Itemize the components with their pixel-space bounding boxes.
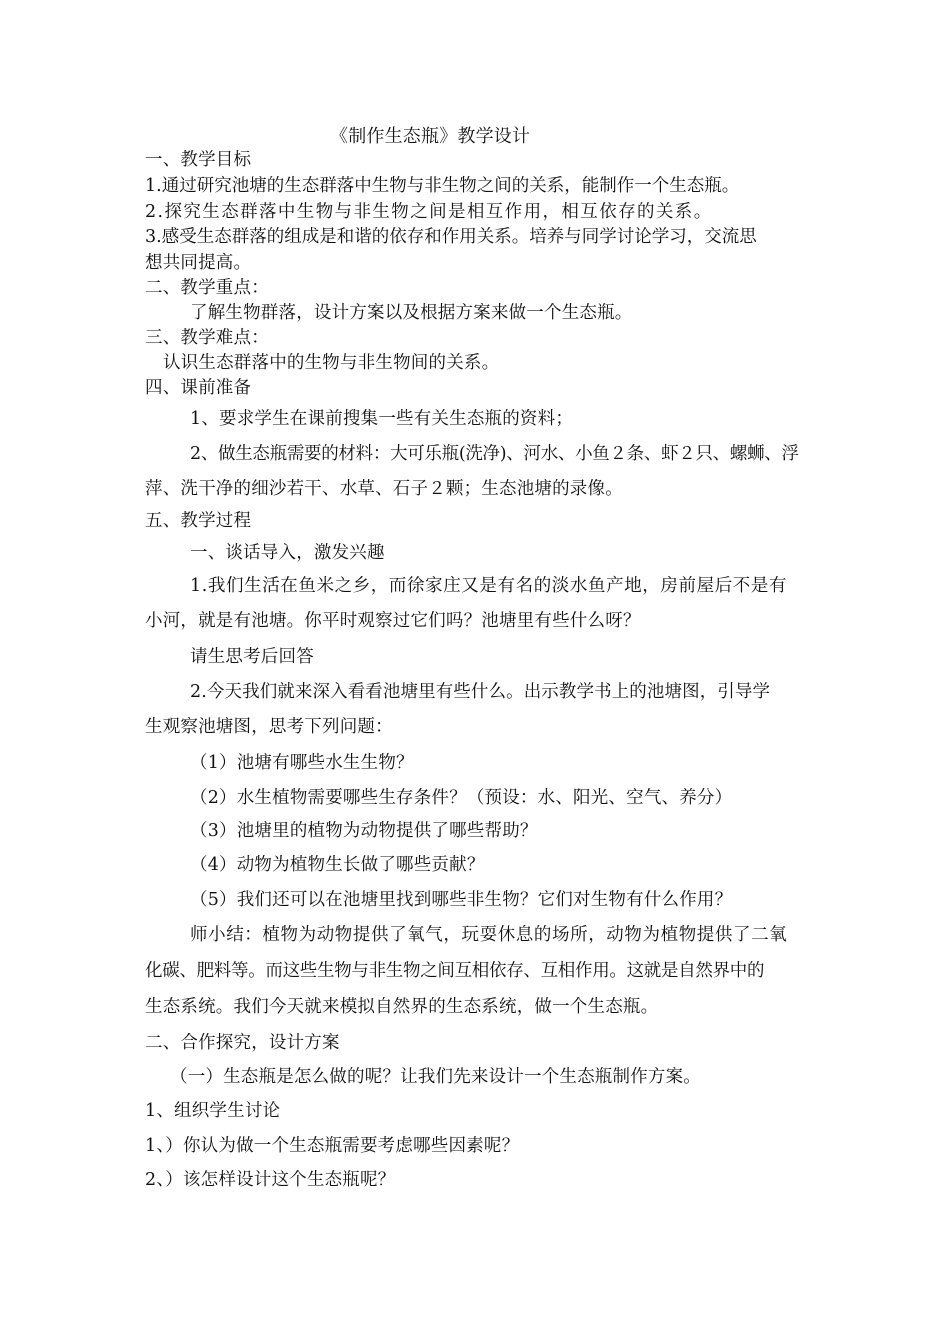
section-heading-preparation: 四、课前准备	[145, 378, 252, 398]
question-4: （4）动物为植物生长做了哪些贡献？	[190, 855, 485, 875]
question-2: （2）水生植物需要哪些生存条件？（预设：水、阳光、空气、养分）	[190, 788, 733, 808]
process-paragraph-1-cont: 小河，就是有池塘。你平时观察过它们吗？池塘里有些什么呀？	[145, 611, 641, 631]
question-1: （1）池塘有哪些水生生物？	[190, 753, 414, 773]
section-heading-difficulties: 三、教学难点：	[145, 328, 269, 348]
objective-line-2: 2.探究生态群落中生物与非生物之间是相互作用，相互依存的关系。	[145, 202, 713, 222]
teacher-summary-cont-1: 化碳、肥料等。而这些生物与非生物之间互相依存、互相作用。这就是自然界中的	[145, 961, 765, 981]
preparation-item-2: 2、做生态瓶需要的材料：大可乐瓶(洗净)、河水、小鱼２条、虾２只、螺蛳、浮	[190, 444, 799, 464]
question-5: （5）我们还可以在池塘里找到哪些非生物？它们对生物有什么作用？	[190, 890, 733, 910]
process-paragraph-2-cont: 生观察池塘图，思考下列问题：	[145, 717, 393, 737]
objective-line-3-cont: 想共同提高。	[145, 253, 252, 273]
process-paragraph-2: 2.今天我们就来深入看看池塘里有些什么。出示教学书上的池塘图，引导学	[190, 682, 771, 702]
difficulties-text: 认识生态群落中的生物与非生物间的关系。	[163, 353, 500, 373]
section-heading-objectives: 一、教学目标	[145, 150, 252, 170]
cooperation-intro: （一）生态瓶是怎么做的呢？让我们先来设计一个生态瓶制作方案。	[170, 1067, 701, 1087]
section-heading-cooperation: 二、合作探究，设计方案	[145, 1033, 340, 1053]
teacher-summary: 师小结：植物为动物提供了氧气，玩耍休息的场所，动物为植物提供了二氧	[190, 925, 788, 945]
section-heading-key-points: 二、教学重点：	[145, 278, 269, 298]
preparation-item-2-cont: 萍、洗干净的细沙若干、水草、石子２颗；生态池塘的录像。	[145, 479, 623, 499]
key-points-text: 了解生物群落，设计方案以及根据方案来做一个生态瓶。	[190, 303, 633, 323]
process-step-1-heading: 一、谈话导入，激发兴趣	[190, 543, 385, 563]
question-3: （3）池塘里的植物为动物提供了哪些帮助？	[190, 821, 538, 841]
objective-line-1: 1.通过研究池塘的生态群落中生物与非生物之间的关系，能制作一个生态瓶。	[145, 176, 740, 196]
objective-line-3: 3.感受生态群落的组成是和谐的依存和作用关系。培养与同学讨论学习，交流思	[145, 227, 757, 247]
section-heading-process: 五、教学过程	[145, 511, 252, 531]
discussion-heading: 1、组织学生讨论	[145, 1101, 281, 1121]
discussion-question-2: 2、）该怎样设计这个生态瓶呢？	[145, 1170, 396, 1190]
document-title: 《制作生态瓶》教学设计	[330, 126, 531, 147]
preparation-item-1: 1、要求学生在课前搜集一些有关生态瓶的资料；	[190, 409, 574, 429]
process-paragraph-1: 1.我们生活在鱼米之乡，而徐家庄又是有名的淡水鱼产地，房前屋后不是有	[190, 576, 788, 596]
process-instruction: 请生思考后回答	[190, 647, 314, 667]
teacher-summary-cont-2: 生态系统。我们今天就来模拟自然界的生态系统，做一个生态瓶。	[145, 997, 659, 1017]
discussion-question-1: 1、）你认为做一个生态瓶需要考虑哪些因素呢？	[145, 1136, 520, 1156]
